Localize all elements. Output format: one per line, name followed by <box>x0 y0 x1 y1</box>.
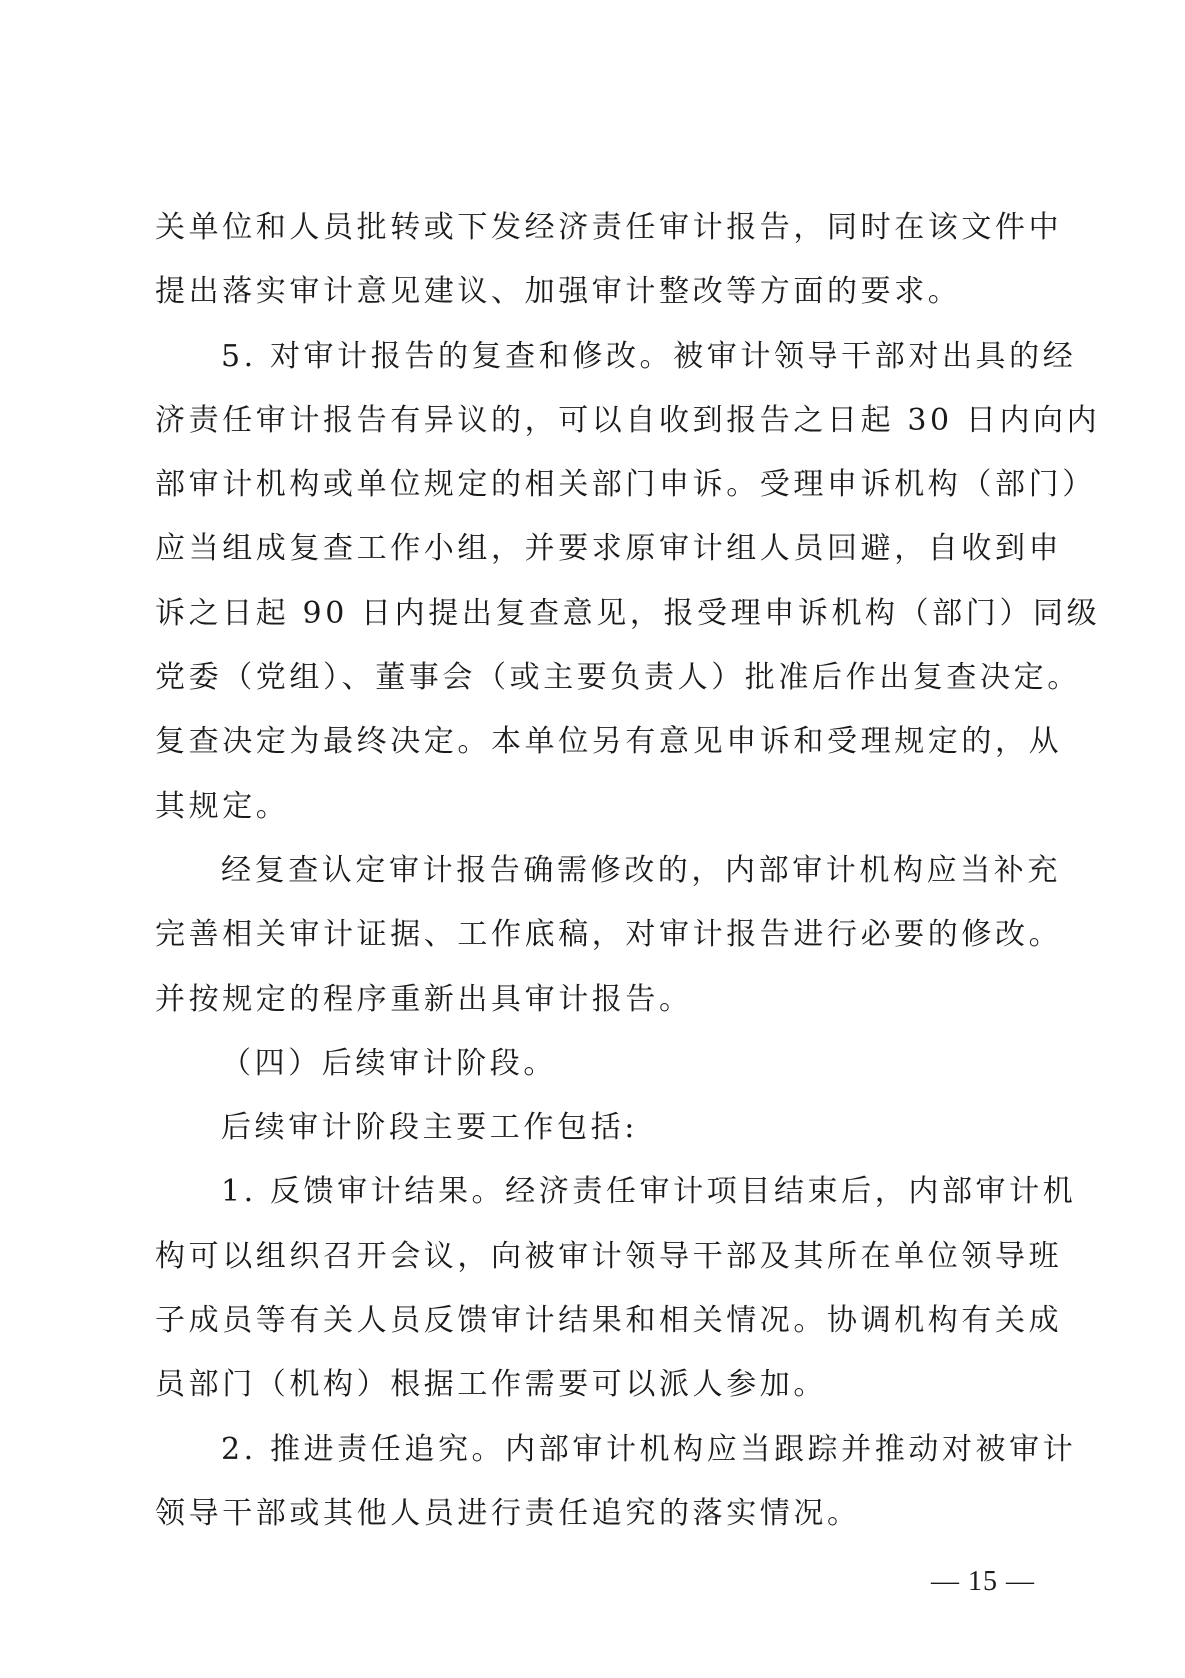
text-line: 部审计机构或单位规定的相关部门申诉。受理申诉机构（部门） <box>155 467 1096 503</box>
text-line: 其规定。 <box>155 788 290 824</box>
text-line: 应当组成复查工作小组，并要求原审计组人员回避，自收到申 <box>155 531 1063 567</box>
document-body <box>155 196 1101 1546</box>
text-line: 济责任审计报告有异议的，可以自收到报告之日起 30 日内向内 <box>155 402 1101 438</box>
paragraph-start-line: 5. 对审计报告的复查和修改。被审计领导干部对出具的经 <box>221 338 1077 374</box>
text-line: 并按规定的程序重新出具审计报告。 <box>155 981 693 1017</box>
page-number: — 15 — <box>931 1566 1035 1597</box>
text-line: 提出落实审计意见建议、加强审计整改等方面的要求。 <box>155 274 962 310</box>
text-line: 完善相关审计证据、工作底稿，对审计报告进行必要的修改。 <box>155 917 1063 953</box>
paragraph-start-line: 2. 推进责任追究。内部审计机构应当跟踪并推动对被审计 <box>221 1431 1077 1467</box>
paragraph-start-line: 经复查认定审计报告确需修改的，内部审计机构应当补充 <box>221 852 1061 888</box>
text-line: 领导干部或其他人员进行责任追究的落实情况。 <box>155 1495 861 1531</box>
text-line: 复查决定为最终决定。本单位另有意见申诉和受理规定的，从 <box>155 724 1063 760</box>
text-line: 诉之日起 90 日内提出复查意见，报受理申诉机构（部门）同级 <box>155 595 1101 631</box>
text-line: 员部门（机构）根据工作需要可以派人参加。 <box>155 1367 827 1403</box>
section-heading: （四）后续审计阶段。 <box>221 1045 557 1081</box>
paragraph-start-line: 后续审计阶段主要工作包括: <box>221 1110 638 1146</box>
text-line: 子成员等有关人员反馈审计结果和相关情况。协调机构有关成 <box>155 1303 1063 1339</box>
text-line: 关单位和人员批转或下发经济责任审计报告，同时在该文件中 <box>155 210 1063 245</box>
paragraph-start-line: 1. 反馈审计结果。经济责任审计项目结束后，内部审计机 <box>221 1174 1077 1210</box>
text-line: 党委（党组）、董事会（或主要负责人）批准后作出复查决定。 <box>155 660 1081 696</box>
text-line: 构可以组织召开会议，向被审计领导干部及其所在单位领导班 <box>155 1238 1063 1274</box>
